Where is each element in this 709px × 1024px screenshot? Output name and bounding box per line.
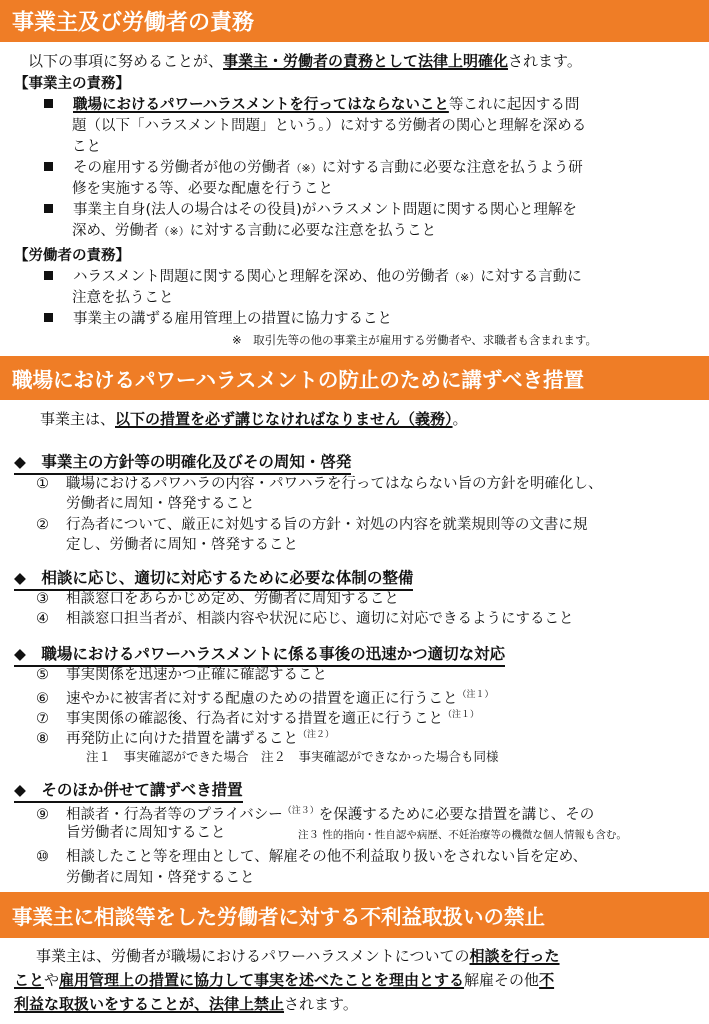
employer-item-3-line2-a: 深め、労働者 [72,223,159,239]
employer-item-1-emphasis: 職場におけるパワーハラスメントを行ってはならないこと [73,97,449,113]
measure-7 [36,706,479,728]
asterisk-note-mark: （※） [290,162,322,175]
s2-intro-c: 。 [452,410,468,428]
employer-item-1-line3: こと [72,139,101,155]
employer-item-2-text: その雇用する労働者が他の労働者 [73,160,291,176]
measure-2 [36,516,587,534]
group-3-heading: ◆ 職場におけるパワーハラスメントに係る事後の迅速かつ適切な対応 [14,642,505,667]
intro-text-c: されます。 [508,52,582,70]
section-1-footnote: ※ 取引先等の他の事業主が雇用する労働者や、求職者も含まれます。 [232,333,597,347]
employer-duties-heading: 【事業主の責務】 [14,76,130,92]
section-3-title-band [0,892,709,938]
worker-item-2 [44,310,392,328]
employer-item-2-line2: 修を実施する等、必要な配慮を行うこと [72,181,333,197]
s3-text-3b: されます。 [284,995,358,1013]
note-1-mark: （注１） [457,690,494,700]
measure-2-line2: 定し、労働者に周知・啓発すること [66,537,298,553]
bullet-square-icon [44,313,53,322]
intro-emphasis: 事業主・労働者の責務として法律上明確化 [223,52,509,70]
measure-9 [36,802,594,824]
s3-text-1a: 事業主は、労働者が職場におけるパワーハラスメントについての [36,947,470,965]
employer-item-1-text: 等これに起因する問 [448,97,580,113]
s3-emph-2a: こと [14,971,45,989]
measure-1-number: ① [36,476,49,492]
measure-9-text-a: 相談者・行為者等のプライバシー [66,807,283,823]
worker-item-1-text-b: に対する言動に [480,269,582,285]
section-3-para-line3 [14,995,358,1013]
measure-5-number: ⑤ [36,667,49,683]
s3-text-2d: 解雇その他 [464,971,540,989]
worker-item-2-text: 事業主の講ずる雇用管理上の措置に協力すること [73,311,392,327]
asterisk-note-mark: （※） [448,271,481,284]
asterisk-note-mark: （※） [158,225,190,238]
measure-2-number: ② [36,517,49,533]
bullet-square-icon [44,162,53,171]
measure-3-text: 相談窓口をあらかじめ定め、労働者に周知すること [66,591,399,607]
section-1-title: 事業主及び労働者の責務 [12,10,255,36]
s2-intro-a: 事業主は、 [40,410,116,428]
worker-item-1-line2: 注意を払うこと [72,290,174,306]
s3-text-2b: や [44,971,60,989]
measure-4-number: ④ [36,611,49,627]
section-2-title: 職場におけるパワーハラスメントの防止のために講ずべき措置 [12,368,584,392]
measure-8 [36,726,334,748]
employer-item-2-text-b: に対する言動に必要な注意を払うよう研 [321,160,583,176]
section-2-intro [40,410,468,428]
s3-emph-2c: 雇用管理上の措置に協力して事実を述べたことを理由とする [59,971,465,989]
measure-6 [36,686,494,708]
group-3-notes: 注１ 事実確認ができた場合 注２ 事実確認ができなかった場合も同様 [86,749,499,764]
section-1-title-band [0,0,709,42]
note-3-mark: （注３） [282,806,319,816]
group-2-heading: ◆ 相談に応じ、適切に対応するために必要な体制の整備 [14,566,413,591]
measure-6-text: 速やかに被害者に対する配慮のための措置を適正に行うこと [66,691,458,707]
measure-5-text: 事実関係を迅速かつ正確に確認すること [66,667,327,683]
group-4-heading: ◆ そのほか併せて講ずべき措置 [14,778,243,803]
worker-item-1-text: ハラスメント問題に関する関心と理解を深め、他の労働者 [73,269,449,285]
note-3-text: 注３ 性的指向・性自認や病歴、不妊治療等の機微な個人情報も含む。 [298,829,627,841]
measure-7-text: 事実関係の確認後、行為者に対する措置を適正に行うこと [66,711,443,727]
measure-9-line2: 旨労働者に周知すること [66,825,226,841]
measure-2-text: 行為者について、厳正に対処する旨の方針・対処の内容を就業規則等の文書に規 [66,517,588,533]
section-3-para-line2 [14,971,554,989]
measure-10-line2: 労働者に周知・啓発すること [66,870,255,886]
employer-item-1 [44,96,579,114]
bullet-square-icon [44,204,53,213]
s2-intro-emphasis: 以下の措置を必ず講じなければなりません（義務） [115,410,453,428]
measure-1-line2: 労働者に周知・啓発すること [66,496,255,512]
intro-text-a: 以下の事項に努めることが、 [28,52,224,70]
measure-10-number: ⑩ [36,849,49,865]
measure-6-number: ⑥ [36,691,49,707]
group-1-heading: ◆ 事業主の方針等の明確化及びその周知・啓発 [14,450,351,475]
measure-9-number: ⑨ [36,807,49,823]
employer-item-3-line2 [72,222,436,241]
worker-duties-heading: 【労働者の責務】 [14,248,130,264]
measure-1 [36,475,603,493]
measure-4 [36,610,574,628]
bullet-square-icon [44,99,53,108]
section-2-title-band [0,356,709,400]
s3-emph-1b: 相談を行った [469,947,560,965]
section-1-intro [28,52,582,70]
measure-3-number: ③ [36,591,49,607]
measure-10-text: 相談したこと等を理由として、解雇その他不利益取り扱いをされない旨を定め、 [66,849,588,865]
section-3-para-line1 [36,947,560,965]
measure-9-text-b: を保護するために必要な措置を講じ、その [318,807,595,823]
measure-3 [36,590,399,608]
measure-8-number: ⑧ [36,731,49,747]
s3-emph-2e: 不 [539,971,555,989]
measure-4-text: 相談窓口担当者が、相談内容や状況に応じ、適切に対応できるようにすること [66,611,574,627]
worker-item-1 [44,268,582,287]
s3-emph-3a: 利益な取扱いをすることが、法律上禁止 [14,995,285,1013]
employer-item-3 [44,201,577,219]
employer-item-1-line2: 題（以下「ハラスメント問題」という。）に対する労働者の関心と理解を深める [72,118,587,134]
employer-item-2 [44,159,583,178]
bullet-square-icon [44,271,53,280]
note-1-mark: （注１） [443,710,480,720]
measure-7-number: ⑦ [36,711,49,727]
measure-5 [36,666,327,684]
measure-8-text: 再発防止に向けた措置を講ずること [66,731,298,747]
section-3-title: 事業主に相談等をした労働者に対する不利益取扱いの禁止 [12,905,545,929]
note-2-mark: （注２） [298,730,335,740]
measure-10 [36,848,587,866]
employer-item-3-text: 事業主自身(法人の場合はその役員)がハラスメント問題に関する関心と理解を [73,202,577,218]
measure-1-text: 職場におけるパワハラの内容・パワハラを行ってはならない旨の方針を明確化し、 [66,476,603,492]
employer-item-3-line2-b: に対する言動に必要な注意を払うこと [189,223,437,239]
